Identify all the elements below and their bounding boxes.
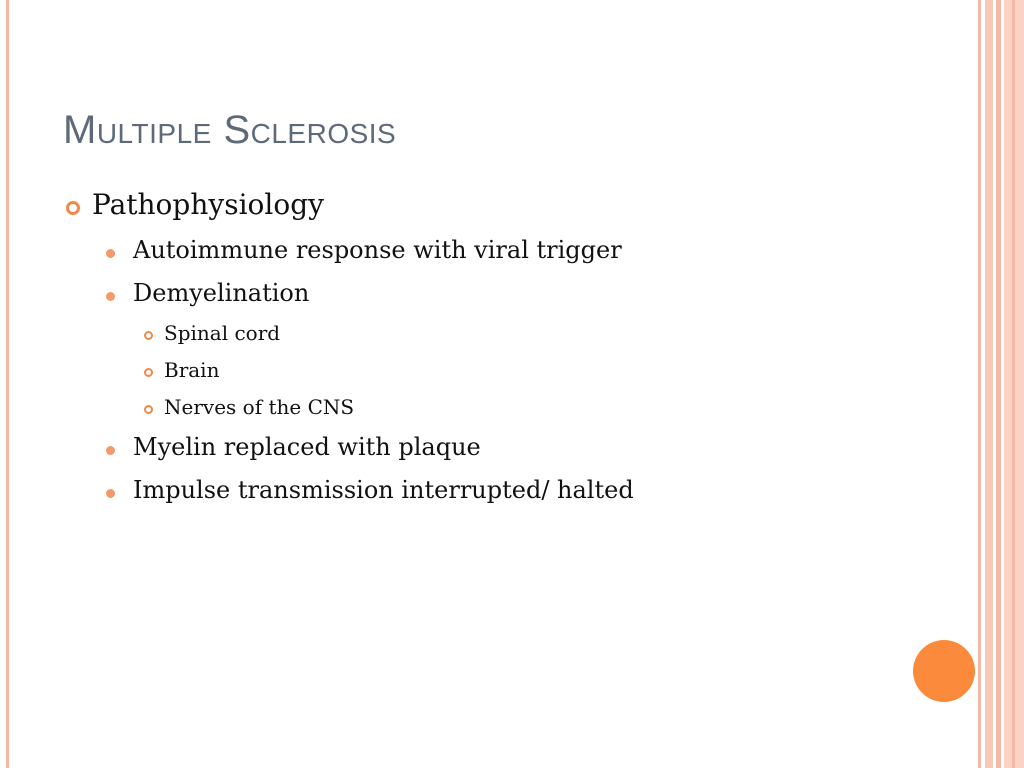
left-border-line [6, 0, 9, 768]
bullet-level3: Nerves of the CNS [164, 395, 355, 419]
dot-bullet-icon [106, 446, 115, 455]
bullet-level2: Myelin replaced with plaque [133, 433, 481, 461]
ring-bullet-icon [144, 368, 153, 377]
dot-bullet-icon [106, 489, 115, 498]
bullet-level1: Pathophysiology [92, 188, 324, 221]
ring-bullet-icon [66, 201, 80, 215]
right-border-stripe [978, 0, 981, 768]
dot-bullet-icon [106, 292, 115, 301]
bullet-level2: Demyelination [133, 279, 310, 307]
bullet-level3: Brain [164, 358, 220, 382]
right-border-stripe [1012, 0, 1015, 768]
bullet-level2: Impulse transmission interrupted/ halted [133, 476, 634, 504]
ring-bullet-icon [144, 331, 153, 340]
bullet-level3: Spinal cord [164, 321, 281, 345]
ring-bullet-icon [144, 405, 153, 414]
slide-title: Multiple Sclerosis [63, 108, 397, 152]
dot-bullet-icon [106, 249, 115, 258]
right-border-stripe [985, 0, 993, 768]
right-border-stripe [996, 0, 1001, 768]
decorative-circle [913, 640, 975, 702]
bullet-level2: Autoimmune response with viral trigger [133, 236, 622, 264]
